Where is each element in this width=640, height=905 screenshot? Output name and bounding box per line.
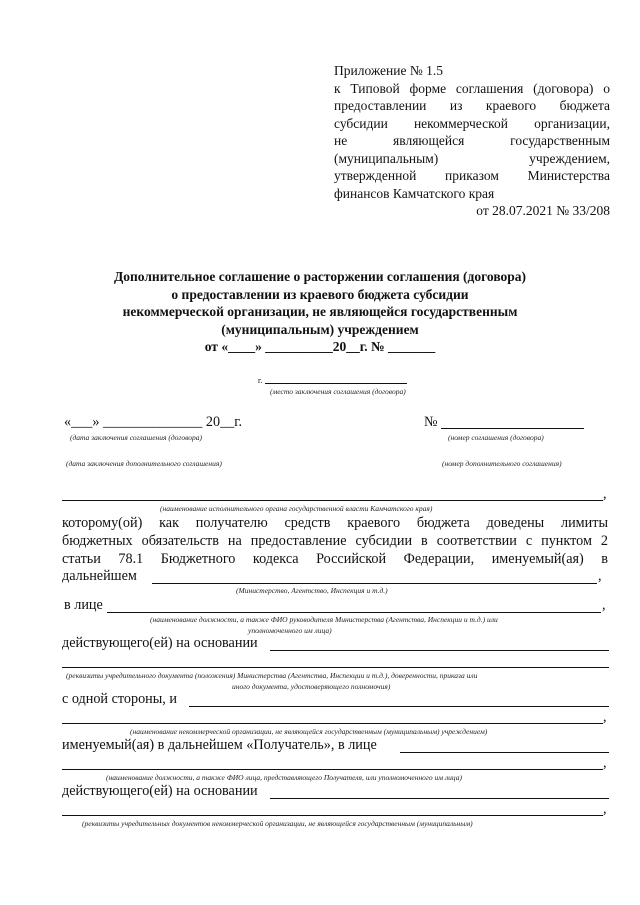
agreement-number-field[interactable] bbox=[441, 428, 584, 429]
in-person-label: в лице bbox=[64, 597, 103, 613]
official-caption-cont: уполномоченного им лица) bbox=[248, 626, 332, 635]
appendix-line: финансов Камчатского края bbox=[334, 185, 495, 201]
org-field-cont[interactable] bbox=[62, 723, 603, 724]
basis-field-2-cont[interactable] bbox=[62, 815, 603, 816]
agreement-date-field[interactable]: «___» ______________ 20__г. bbox=[64, 414, 243, 430]
one-side-label: с одной стороны, и bbox=[62, 691, 177, 707]
appendix-line: предоставлении из краевого бюджета bbox=[334, 98, 610, 113]
title-line: некоммерческой организации, не являющейся государственным bbox=[122, 304, 518, 319]
title-line: Дополнительное соглашение о расторжении соглашения (договора) bbox=[113, 269, 527, 284]
acting-basis-label-2: действующего(ей) на основании bbox=[62, 783, 258, 799]
basis-field-cont[interactable] bbox=[62, 667, 609, 668]
number-prefix: № bbox=[424, 414, 438, 430]
title-line: от «____» __________20__г. № _______ bbox=[204, 339, 436, 354]
docs-caption: (реквизиты учредительного документа (положения) Министерства (Агентства, Инспекции и т.д.), доверенности, приказа или bbox=[66, 671, 478, 680]
official-caption: (наименование должности, а также ФИО руководителя Министерства (Агентства, Инспекции и т.д.) или bbox=[150, 615, 498, 624]
hereinafter-comma: , bbox=[598, 568, 602, 584]
authority-name-field[interactable] bbox=[62, 500, 603, 501]
representative-field[interactable] bbox=[400, 752, 609, 753]
acting-basis-label: действующего(ей) на основании bbox=[62, 635, 258, 651]
org-caption: (наименование некоммерческой организации, не являющейся государственным (муниципальным) учреждением) bbox=[130, 727, 488, 736]
representative-field-cont[interactable] bbox=[62, 769, 603, 770]
paragraph-line: статьи 78.1 Бюджетного кодекса Российской Федерации, именуемый(ая) в bbox=[62, 551, 608, 567]
appendix-line: не являющейся государственным bbox=[334, 133, 610, 148]
basis-field[interactable] bbox=[270, 650, 609, 651]
rep-comma: , bbox=[603, 755, 607, 771]
agreement-date-caption: (дата заключения соглашения (договора) bbox=[70, 433, 202, 442]
recipient-paragraph bbox=[62, 514, 608, 568]
org-comma: , bbox=[603, 709, 607, 725]
paragraph-line: бюджетных обязательств на предоставление субсидии в соответствии с пунктом 2 bbox=[62, 533, 608, 549]
appendix-line: утвержденной приказом Министерства bbox=[334, 168, 610, 183]
appendix-line: (муниципальным) учреждением, bbox=[334, 150, 610, 166]
title-line: (муниципальным) учреждением bbox=[221, 321, 419, 337]
supp-number-caption: (номер дополнительного соглашения) bbox=[442, 459, 562, 468]
document-title bbox=[60, 268, 580, 356]
appendix-block bbox=[334, 62, 610, 220]
ministry-field[interactable] bbox=[152, 583, 597, 584]
authority-comma: , bbox=[603, 486, 607, 502]
final-comma: , bbox=[603, 801, 607, 817]
place-prefix: г. bbox=[258, 376, 263, 385]
hereinafter-label: дальнейшем bbox=[62, 568, 137, 584]
supp-date-caption: (дата заключения дополнительного соглашения) bbox=[66, 459, 222, 468]
basis-field-2[interactable] bbox=[270, 798, 609, 799]
place-field[interactable] bbox=[265, 383, 407, 384]
authority-caption: (наименование исполнительного органа государственной власти Камчатского края) bbox=[160, 504, 433, 513]
official-field[interactable] bbox=[107, 612, 601, 613]
in-person-comma: , bbox=[602, 597, 606, 613]
title-line: о предоставлении из краевого бюджета субсидии bbox=[171, 286, 469, 302]
place-caption: (место заключения соглашения (договора) bbox=[270, 387, 406, 396]
appendix-date: от 28.07.2021 № 33/208 bbox=[476, 203, 610, 218]
rep-caption: (наименование должности, а также ФИО лица, представляющего Получателя, или уполномоченного им лица) bbox=[106, 773, 463, 782]
docs-caption-cont: иного документа, удостоверяющего полномочия) bbox=[232, 682, 391, 691]
appendix-line: к Типовой форме соглашения (договора) о bbox=[334, 80, 610, 96]
paragraph-line: которому(ой) как получателю средств краевого бюджета доведены лимиты bbox=[62, 515, 608, 531]
agreement-number-caption: (номер соглашения (договора) bbox=[448, 433, 544, 442]
final-caption: (реквизиты учредительных документов некоммерческой организации, не являющейся государственным (муниципальным) bbox=[82, 819, 473, 828]
appendix-line: субсидии некоммерческой организации, bbox=[334, 115, 610, 131]
appendix-line: Приложение № 1.5 bbox=[334, 63, 443, 78]
named-recipient-label: именуемый(ая) в дальнейшем «Получатель», в лице bbox=[62, 737, 377, 753]
ministry-caption: (Министерство, Агентство, Инспекция и т.д.) bbox=[236, 586, 388, 595]
org-field[interactable] bbox=[189, 706, 609, 707]
